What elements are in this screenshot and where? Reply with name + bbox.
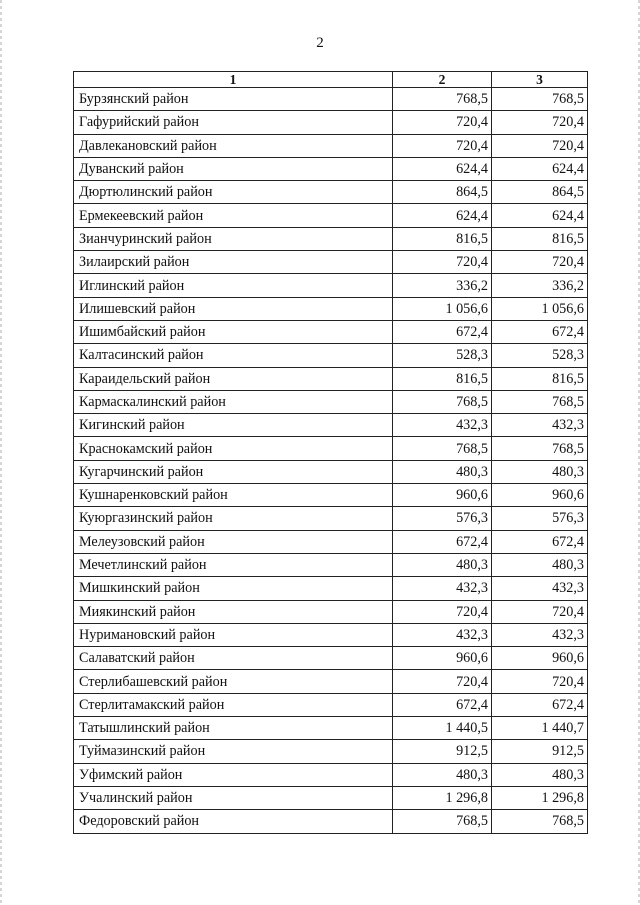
column-3-value-cell: 480,3 [492, 763, 588, 786]
column-2-value-cell: 720,4 [393, 251, 492, 274]
column-header-3: 3 [492, 72, 588, 88]
column-3-value-cell: 336,2 [492, 274, 588, 297]
column-3-value-cell: 576,3 [492, 507, 588, 530]
district-name-cell: Уфимский район [74, 763, 393, 786]
column-3-value-cell: 624,4 [492, 157, 588, 180]
column-3-value-cell: 480,3 [492, 460, 588, 483]
column-2-value-cell: 768,5 [393, 810, 492, 833]
district-name-cell: Нуримановский район [74, 623, 393, 646]
district-name-cell: Миякинский район [74, 600, 393, 623]
column-3-value-cell: 720,4 [492, 111, 588, 134]
table-row [74, 414, 588, 437]
district-name-cell: Зианчуринский район [74, 227, 393, 250]
table-row [74, 507, 588, 530]
district-name-cell: Кугарчинский район [74, 460, 393, 483]
column-2-value-cell: 768,5 [393, 390, 492, 413]
column-3-value-cell: 1 296,8 [492, 786, 588, 809]
column-3-value-cell: 816,5 [492, 227, 588, 250]
column-header-1: 1 [74, 72, 393, 88]
table-row [74, 623, 588, 646]
column-3-value-cell: 528,3 [492, 344, 588, 367]
column-3-value-cell: 480,3 [492, 553, 588, 576]
district-name-cell: Учалинский район [74, 786, 393, 809]
district-name-cell: Бурзянский район [74, 88, 393, 111]
column-2-value-cell: 528,3 [393, 344, 492, 367]
table-row [74, 320, 588, 343]
table-body [74, 88, 588, 834]
table-row [74, 227, 588, 250]
column-2-value-cell: 672,4 [393, 320, 492, 343]
table-row [74, 717, 588, 740]
district-name-cell: Татышлинский район [74, 717, 393, 740]
district-name-cell: Стерлибашевский район [74, 670, 393, 693]
table-row [74, 297, 588, 320]
column-3-value-cell: 672,4 [492, 693, 588, 716]
column-2-value-cell: 816,5 [393, 227, 492, 250]
table-row [74, 600, 588, 623]
district-name-cell: Мечетлинский район [74, 553, 393, 576]
column-3-value-cell: 432,3 [492, 414, 588, 437]
column-2-value-cell: 576,3 [393, 507, 492, 530]
district-name-cell: Иглинский район [74, 274, 393, 297]
district-values-table [73, 71, 588, 834]
district-name-cell: Дюртюлинский район [74, 181, 393, 204]
column-3-value-cell: 864,5 [492, 181, 588, 204]
table-row [74, 460, 588, 483]
column-2-value-cell: 432,3 [393, 414, 492, 437]
column-3-value-cell: 432,3 [492, 623, 588, 646]
column-3-value-cell: 720,4 [492, 600, 588, 623]
table-row [74, 181, 588, 204]
left-scan-edge [0, 0, 2, 905]
district-name-cell: Мелеузовский район [74, 530, 393, 553]
column-2-value-cell: 720,4 [393, 134, 492, 157]
table-row [74, 157, 588, 180]
table-row [74, 740, 588, 763]
table-row [74, 344, 588, 367]
column-2-value-cell: 1 440,5 [393, 717, 492, 740]
district-name-cell: Куюргазинский район [74, 507, 393, 530]
district-name-cell: Давлекановский район [74, 134, 393, 157]
table-row [74, 647, 588, 670]
district-name-cell: Кигинский район [74, 414, 393, 437]
column-3-value-cell: 672,4 [492, 320, 588, 343]
column-3-value-cell: 960,6 [492, 647, 588, 670]
district-name-cell: Краснокамский район [74, 437, 393, 460]
column-2-value-cell: 432,3 [393, 623, 492, 646]
district-name-cell: Кушнаренковский район [74, 484, 393, 507]
column-3-value-cell: 768,5 [492, 437, 588, 460]
table-row [74, 786, 588, 809]
column-2-value-cell: 768,5 [393, 88, 492, 111]
column-2-value-cell: 960,6 [393, 484, 492, 507]
table-row [74, 693, 588, 716]
district-name-cell: Стерлитамакский район [74, 693, 393, 716]
district-name-cell: Мишкинский район [74, 577, 393, 600]
table-row [74, 763, 588, 786]
table-row [74, 670, 588, 693]
column-2-value-cell: 720,4 [393, 600, 492, 623]
table-row [74, 88, 588, 111]
column-2-value-cell: 480,3 [393, 553, 492, 576]
column-3-value-cell: 720,4 [492, 134, 588, 157]
column-3-value-cell: 816,5 [492, 367, 588, 390]
column-3-value-cell: 720,4 [492, 670, 588, 693]
column-header-2: 2 [393, 72, 492, 88]
column-2-value-cell: 480,3 [393, 460, 492, 483]
district-name-cell: Туймазинский район [74, 740, 393, 763]
table-header-row [74, 72, 588, 88]
column-2-value-cell: 720,4 [393, 111, 492, 134]
district-name-cell: Кармаскалинский район [74, 390, 393, 413]
column-3-value-cell: 1 440,7 [492, 717, 588, 740]
column-3-value-cell: 768,5 [492, 390, 588, 413]
table-row [74, 553, 588, 576]
column-2-value-cell: 432,3 [393, 577, 492, 600]
district-name-cell: Зилаирский район [74, 251, 393, 274]
column-3-value-cell: 768,5 [492, 810, 588, 833]
table-row [74, 274, 588, 297]
table-row [74, 367, 588, 390]
column-2-value-cell: 864,5 [393, 181, 492, 204]
district-name-cell: Караидельский район [74, 367, 393, 390]
column-2-value-cell: 624,4 [393, 204, 492, 227]
column-2-value-cell: 1 056,6 [393, 297, 492, 320]
column-2-value-cell: 336,2 [393, 274, 492, 297]
column-3-value-cell: 672,4 [492, 530, 588, 553]
column-2-value-cell: 768,5 [393, 437, 492, 460]
column-2-value-cell: 1 296,8 [393, 786, 492, 809]
column-3-value-cell: 624,4 [492, 204, 588, 227]
district-name-cell: Федоровский район [74, 810, 393, 833]
district-name-cell: Калтасинский район [74, 344, 393, 367]
column-2-value-cell: 624,4 [393, 157, 492, 180]
column-3-value-cell: 720,4 [492, 251, 588, 274]
column-2-value-cell: 672,4 [393, 693, 492, 716]
column-3-value-cell: 432,3 [492, 577, 588, 600]
district-name-cell: Ермекеевский район [74, 204, 393, 227]
table-row [74, 530, 588, 553]
column-3-value-cell: 768,5 [492, 88, 588, 111]
district-name-cell: Дуванский район [74, 157, 393, 180]
column-2-value-cell: 912,5 [393, 740, 492, 763]
column-3-value-cell: 912,5 [492, 740, 588, 763]
column-2-value-cell: 480,3 [393, 763, 492, 786]
column-3-value-cell: 1 056,6 [492, 297, 588, 320]
column-2-value-cell: 816,5 [393, 367, 492, 390]
table-row [74, 134, 588, 157]
district-name-cell: Ишимбайский район [74, 320, 393, 343]
table-row [74, 390, 588, 413]
table-row [74, 484, 588, 507]
page-number: 2 [316, 35, 324, 51]
column-3-value-cell: 960,6 [492, 484, 588, 507]
table-row [74, 251, 588, 274]
table-row [74, 111, 588, 134]
table-row [74, 577, 588, 600]
district-name-cell: Гафурийский район [74, 111, 393, 134]
column-2-value-cell: 672,4 [393, 530, 492, 553]
table-row [74, 437, 588, 460]
table-row [74, 204, 588, 227]
district-name-cell: Салаватский район [74, 647, 393, 670]
table-row [74, 810, 588, 833]
column-2-value-cell: 720,4 [393, 670, 492, 693]
district-name-cell: Илишевский район [74, 297, 393, 320]
column-2-value-cell: 960,6 [393, 647, 492, 670]
